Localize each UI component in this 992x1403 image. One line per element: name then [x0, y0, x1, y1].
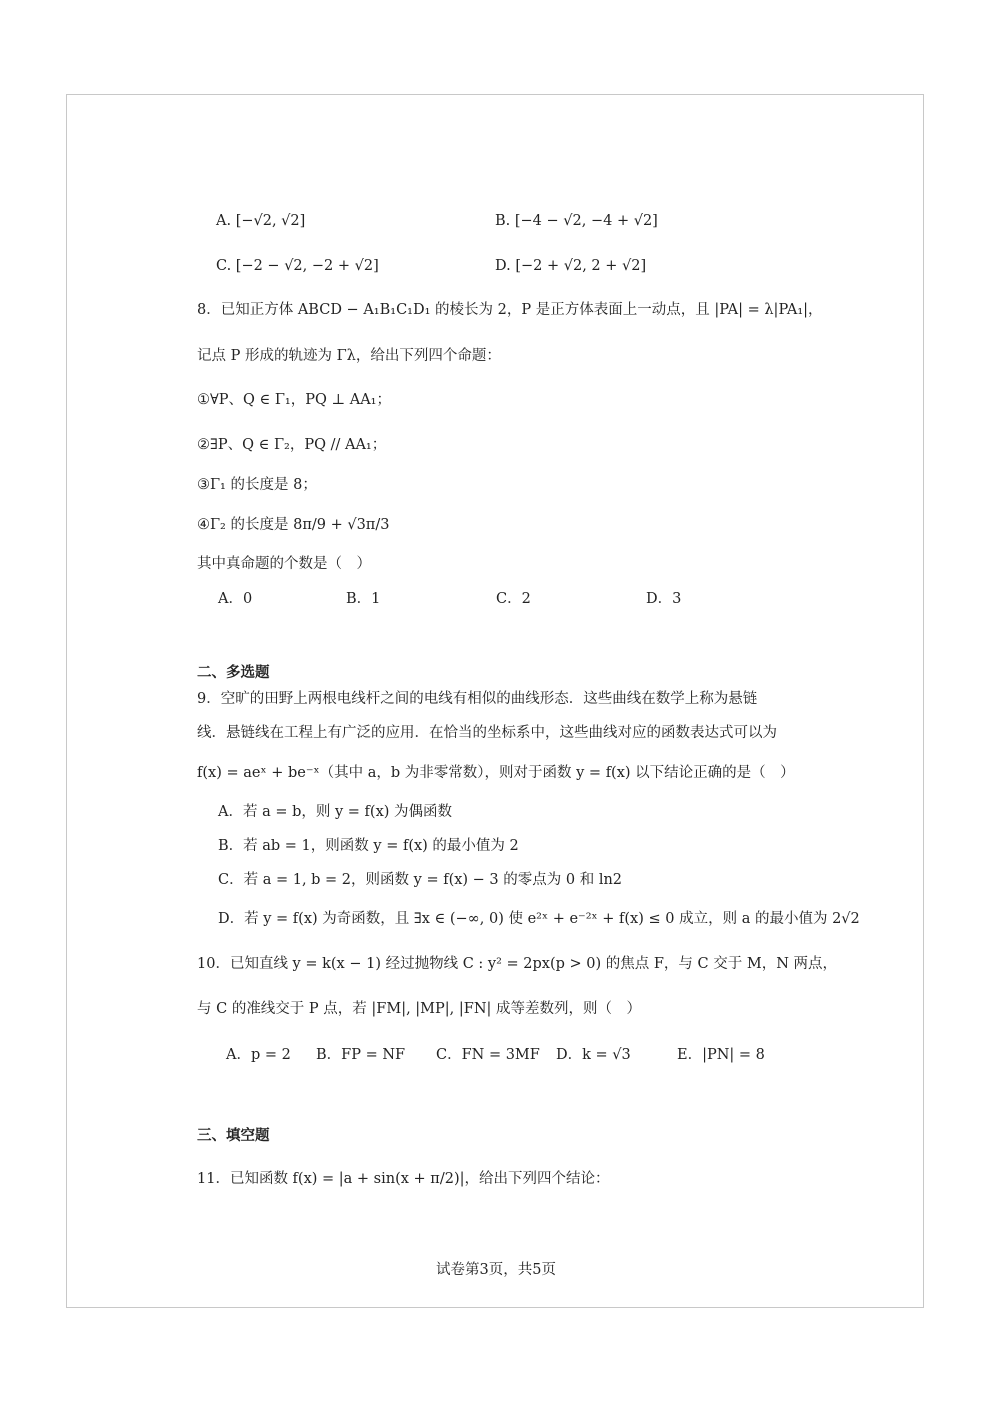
q8-option-b: B．1: [346, 591, 381, 607]
q10-option-b: B．FP = NF: [316, 1047, 406, 1063]
q9-line1: 9．空旷的田野上两根电线杆之间的电线有相似的曲线形态．这些曲线在数学上称为悬链: [197, 691, 758, 707]
q8-option-a: A．0: [218, 591, 253, 607]
section-fill-blank-heading: 三、填空题: [197, 1127, 270, 1144]
q10-option-c: C．FN = 3MF: [436, 1047, 540, 1063]
q8-question: 其中真命题的个数是（ ）: [197, 556, 371, 572]
q9-option-b: B．若 ab = 1，则函数 y = f(x) 的最小值为 2: [218, 838, 519, 854]
section-multiple-choice-heading: 二、多选题: [197, 664, 270, 681]
q7-option-d: D. [−2 + √2, 2 + √2]: [495, 258, 647, 274]
q9-option-d: D．若 y = f(x) 为奇函数，且 ∃x ∈ (−∞, 0) 使 e²ˣ + e⁻²ˣ + f(x) ≤ 0 成立，则 a 的最小值为 2√2: [218, 911, 860, 927]
q8-option-d: D．3: [646, 591, 682, 607]
q9-option-c: C．若 a = 1, b = 2，则函数 y = f(x) − 3 的零点为 0 和 ln2: [218, 872, 623, 888]
q8-line2: 记点 P 形成的轨迹为 Γλ，给出下列四个命题：: [197, 348, 501, 364]
q7-option-c: C. [−2 − √2, −2 + √2]: [216, 258, 379, 274]
q10-option-d: D．k = √3: [556, 1047, 631, 1063]
q7-option-a: A. [−√2, √2]: [216, 213, 306, 229]
q11-line1: 11．已知函数 f(x) = |a + sin(x + π/2)|，给出下列四个结论：: [197, 1171, 610, 1187]
q8-proposition-2: ②∃P、Q ∈ Γ₂，PQ // AA₁；: [197, 437, 387, 453]
q8-proposition-1: ①∀P、Q ∈ Γ₁，PQ ⊥ AA₁；: [197, 392, 391, 408]
q10-option-a: A．p = 2: [226, 1047, 291, 1063]
q9-option-a: A．若 a = b，则 y = f(x) 为偶函数: [218, 804, 453, 820]
page-footer: 试卷第3页，共5页: [436, 1262, 556, 1278]
q10-line2: 与 C 的准线交于 P 点，若 |FM|, |MP|, |FN| 成等差数列，则（ ）: [197, 1001, 642, 1017]
q10-option-e: E．|PN| = 8: [677, 1047, 765, 1063]
q10-line1: 10．已知直线 y = k(x − 1) 经过抛物线 C : y² = 2px(p > 0) 的焦点 F，与 C 交于 M，N 两点，: [197, 956, 837, 972]
q8-line1: 8．已知正方体 ABCD − A₁B₁C₁D₁ 的棱长为 2，P 是正方体表面上一动点，且 |PA| = λ|PA₁|，: [197, 302, 823, 318]
q9-line2: 线．悬链线在工程上有广泛的应用．在恰当的坐标系中，这些曲线对应的函数表达式可以为: [197, 725, 777, 741]
q8-proposition-4: ④Γ₂ 的长度是 8π/9 + √3π/3: [197, 517, 390, 533]
q8-option-c: C．2: [496, 591, 531, 607]
q7-option-b: B. [−4 − √2, −4 + √2]: [495, 213, 658, 229]
q9-line3: f(x) = aeˣ + be⁻ˣ（其中 a，b 为非零常数），则对于函数 y = f(x) 以下结论正确的是（ ）: [197, 765, 795, 781]
q8-proposition-3: ③Γ₁ 的长度是 8；: [197, 477, 317, 493]
